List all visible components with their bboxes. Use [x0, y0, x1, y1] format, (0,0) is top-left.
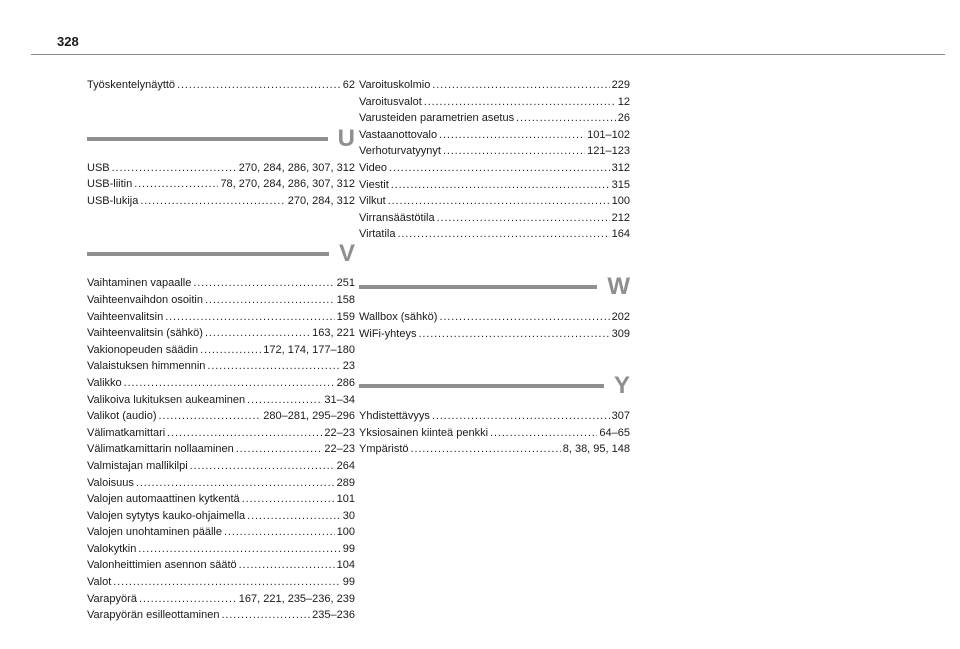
dot-leader — [391, 177, 610, 194]
index-page-refs: 101 — [336, 493, 355, 506]
dot-leader — [193, 275, 334, 292]
dot-leader — [205, 325, 310, 342]
index-term: WiFi-yhteys — [359, 327, 417, 340]
section-divider-bar — [87, 137, 328, 141]
index-term: Vakionopeuden säädin — [87, 343, 199, 356]
index-entry — [87, 475, 355, 492]
index-entry — [87, 342, 355, 359]
index-page-refs: 100 — [336, 526, 355, 539]
index-entry — [359, 160, 630, 177]
index-entry — [87, 309, 355, 326]
index-page-refs: 26 — [617, 112, 630, 125]
index-entry — [359, 210, 630, 227]
index-entry — [87, 325, 355, 342]
dot-leader — [159, 408, 262, 425]
index-entry — [359, 425, 630, 442]
index-entry — [87, 160, 355, 177]
dot-leader — [139, 591, 237, 608]
dot-leader — [224, 524, 335, 541]
index-page-refs: 309 — [611, 327, 630, 340]
index-page-refs: 159 — [336, 310, 355, 323]
index-column-right — [359, 77, 630, 458]
index-page-refs: 22–23 — [324, 426, 355, 439]
index-entry — [87, 441, 355, 458]
index-entry — [87, 358, 355, 375]
index-term: Valonheittimien asennon säätö — [87, 559, 237, 572]
index-entry — [87, 607, 355, 624]
index-page-refs: 31–34 — [324, 393, 355, 406]
index-page-refs: 78, 270, 284, 286, 307, 312 — [220, 178, 355, 191]
index-term: Yksiosainen kiinteä penkki — [359, 426, 489, 439]
index-entry — [87, 425, 355, 442]
index-term: Valikoiva lukituksen aukeaminen — [87, 393, 246, 406]
dot-leader — [207, 358, 340, 375]
index-term: Vaihtaminen vapaalle — [87, 277, 192, 290]
dot-leader — [221, 607, 310, 624]
index-entry — [359, 143, 630, 160]
index-term: Valikko — [87, 376, 122, 389]
index-entry — [87, 557, 355, 574]
dot-leader — [389, 160, 610, 177]
index-page-refs: 158 — [336, 293, 355, 306]
index-term: Yhdistettävyys — [359, 410, 430, 423]
section-divider-bar — [87, 252, 329, 256]
index-entry — [359, 94, 630, 111]
dot-leader — [432, 408, 610, 425]
dot-leader — [247, 508, 341, 525]
index-page-refs: 307 — [611, 410, 630, 423]
index-page-refs: 202 — [611, 310, 630, 323]
index-entry — [359, 226, 630, 243]
index-page-refs: 229 — [611, 79, 630, 91]
index-entry — [87, 176, 355, 193]
index-page-refs: 235–236 — [312, 609, 355, 622]
page-number: 328 — [57, 34, 79, 49]
dot-leader — [388, 193, 610, 210]
section-header — [359, 272, 630, 302]
index-page-refs: 62 — [342, 79, 355, 91]
index-page-refs: 251 — [336, 277, 355, 290]
index-entry — [87, 408, 355, 425]
index-entry — [87, 541, 355, 558]
index-entry — [87, 491, 355, 508]
index-page-refs: 270, 284, 312 — [287, 194, 355, 207]
index-entry — [359, 326, 630, 343]
dot-leader — [165, 309, 334, 326]
dot-leader — [124, 375, 335, 392]
dot-leader — [236, 441, 323, 458]
index-term: Vaihteenvalitsin (sähkö) — [87, 327, 203, 340]
index-page-refs: 163, 221 — [312, 327, 355, 340]
dot-leader — [411, 441, 561, 458]
index-term: Valot — [87, 576, 112, 589]
dot-leader — [247, 392, 322, 409]
dot-leader — [432, 77, 609, 94]
index-page-refs: 22–23 — [324, 443, 355, 456]
index-page-refs: 100 — [611, 195, 630, 208]
index-entry — [359, 193, 630, 210]
index-page-refs: 64–65 — [599, 426, 630, 439]
dot-leader — [239, 557, 335, 574]
index-term: Valaistuksen himmennin — [87, 360, 206, 373]
dot-leader — [439, 127, 585, 144]
index-page-refs: 104 — [336, 559, 355, 572]
dot-leader — [516, 110, 616, 127]
section-letter: U — [337, 124, 355, 152]
index-term: Wallbox (sähkö) — [359, 310, 438, 323]
dot-leader — [437, 210, 610, 227]
index-page-refs: 8, 38, 95, 148 — [562, 443, 630, 456]
index-entry — [359, 177, 630, 194]
index-entry — [359, 77, 630, 94]
dot-leader — [140, 193, 285, 210]
index-entry — [87, 193, 355, 210]
dot-leader — [490, 425, 597, 442]
section-divider-bar — [359, 285, 597, 289]
index-page-refs: 164 — [611, 228, 630, 241]
index-page-refs: 289 — [336, 476, 355, 489]
index-page-refs: 99 — [342, 576, 355, 589]
index-entry — [359, 110, 630, 127]
index-term: USB — [87, 161, 110, 174]
dot-leader — [167, 425, 322, 442]
index-page-refs: 30 — [342, 509, 355, 522]
index-entry — [87, 508, 355, 525]
index-page-refs: 23 — [342, 360, 355, 373]
index-term: Valoisuus — [87, 476, 134, 489]
index-entry — [87, 275, 355, 292]
index-entry — [87, 524, 355, 541]
index-term: Viestit — [359, 178, 389, 191]
dot-leader — [113, 574, 340, 591]
index-term: Valojen unohtaminen päälle — [87, 526, 222, 539]
index-page-refs: 280–281, 295–296 — [263, 410, 355, 423]
index-page-refs: 121–123 — [587, 145, 630, 158]
index-term: Valokytkin — [87, 542, 137, 555]
index-page-refs: 286 — [336, 376, 355, 389]
index-term: USB-lukija — [87, 194, 139, 207]
index-term: Varusteiden parametrien asetus — [359, 112, 515, 125]
index-column-left — [87, 77, 355, 624]
dot-leader — [418, 326, 609, 343]
section-header — [87, 239, 355, 269]
index-term: Välimatkamittari — [87, 426, 166, 439]
dot-leader — [112, 160, 237, 177]
dot-leader — [424, 94, 616, 111]
index-page-refs: 167, 221, 235–236, 239 — [238, 592, 355, 605]
dot-leader — [190, 458, 335, 475]
index-page-refs: 212 — [611, 211, 630, 224]
index-entry — [87, 77, 355, 94]
dot-leader — [443, 143, 585, 160]
index-entry — [359, 127, 630, 144]
dot-leader — [136, 475, 335, 492]
index-term: Virtatila — [359, 228, 396, 241]
index-term: Varapyörä — [87, 592, 137, 605]
dot-leader — [242, 491, 335, 508]
index-entry — [87, 591, 355, 608]
dot-leader — [397, 226, 609, 243]
index-term: Valojen sytytys kauko-ohjaimella — [87, 509, 246, 522]
index-term: Verhoturvatyynyt — [359, 145, 441, 158]
index-entry — [359, 408, 630, 425]
index-term: Video — [359, 161, 387, 174]
index-term: Välimatkamittarin nollaaminen — [87, 443, 234, 456]
index-term: Valikot (audio) — [87, 410, 157, 423]
index-entry — [87, 375, 355, 392]
section-letter: V — [338, 240, 355, 268]
index-entry — [87, 458, 355, 475]
dot-leader — [205, 292, 335, 309]
section-header — [359, 371, 630, 401]
section-divider-bar — [359, 384, 604, 388]
index-term: Työskentelynäyttö — [87, 79, 176, 91]
dot-leader — [200, 342, 261, 359]
index-term: Varoitusvalot — [359, 95, 422, 108]
index-term: Varapyörän esilleottaminen — [87, 609, 220, 622]
index-term: Virransäästötila — [359, 211, 435, 224]
index-page-refs: 12 — [617, 95, 630, 108]
header-divider — [31, 54, 945, 55]
index-page-refs: 99 — [342, 542, 355, 555]
index-page-refs: 101–102 — [587, 128, 630, 141]
index-page-refs: 315 — [611, 178, 630, 191]
section-header — [87, 124, 355, 154]
section-letter: Y — [613, 372, 630, 400]
index-term: Vastaanottovalo — [359, 128, 438, 141]
index-page-refs: 312 — [611, 161, 630, 174]
section-letter: W — [607, 272, 630, 300]
index-term: USB-liitin — [87, 178, 133, 191]
index-term: Valmistajan mallikilpi — [87, 459, 188, 472]
dot-leader — [177, 77, 341, 94]
index-entry — [359, 441, 630, 458]
index-entry — [359, 309, 630, 326]
index-term: Valojen automaattinen kytkentä — [87, 493, 240, 506]
index-entry — [87, 574, 355, 591]
index-page-refs: 172, 174, 177–180 — [263, 343, 355, 356]
dot-leader — [138, 541, 340, 558]
dot-leader — [134, 176, 218, 193]
index-term: Vaihteenvalitsin — [87, 310, 164, 323]
index-term: Vaihteenvaihdon osoitin — [87, 293, 203, 306]
index-term: Vilkut — [359, 195, 386, 208]
index-entry — [87, 392, 355, 409]
index-page-refs: 264 — [336, 459, 355, 472]
dot-leader — [439, 309, 609, 326]
index-entry — [87, 292, 355, 309]
index-term: Varoituskolmio — [359, 79, 431, 91]
index-page-refs: 270, 284, 286, 307, 312 — [238, 161, 355, 174]
index-term: Ympäristö — [359, 443, 409, 456]
